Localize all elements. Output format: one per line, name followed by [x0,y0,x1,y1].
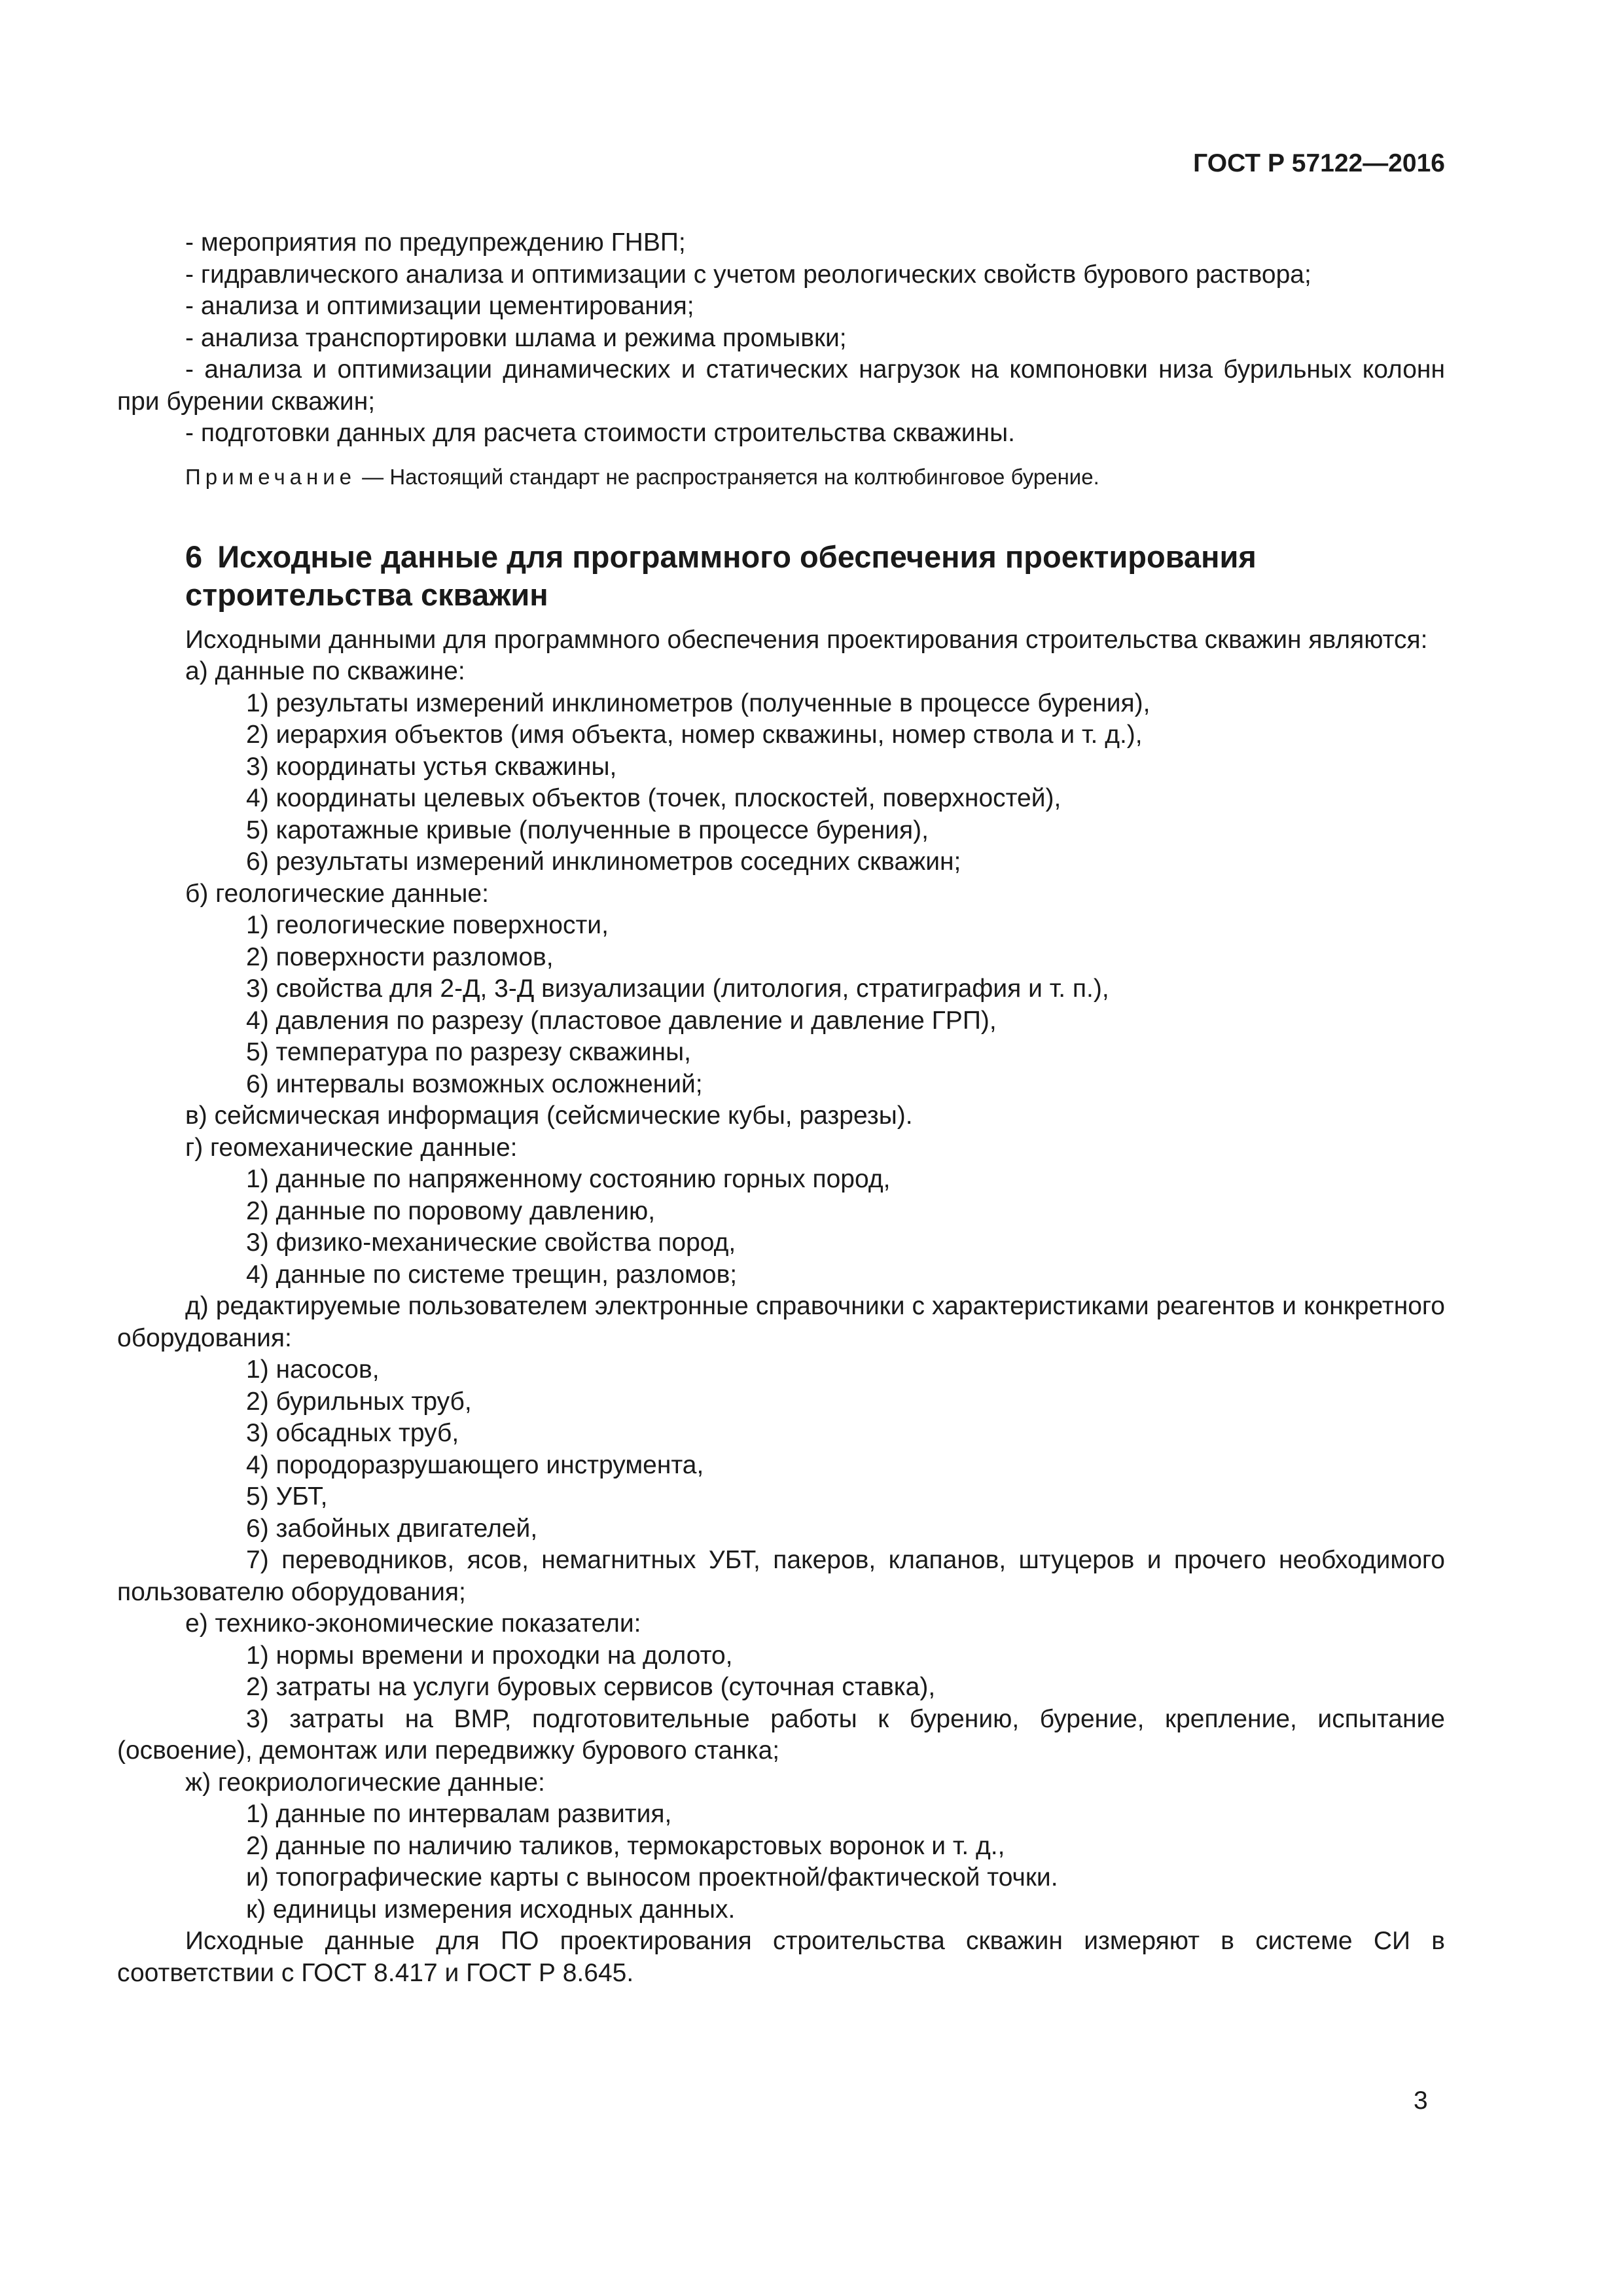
list-item: 1) нормы времени и проходки на долото, [246,1641,733,1670]
list-item: 3) затраты на ВМР, подготовительные работы к бурению, бурение, крепление, испытание (освоение), демонтаж или передвижку бурового станка; [117,1704,1445,1765]
list-item: 4) породоразрушающего инструмента, [246,1450,704,1479]
group-title-a: а) данные по скважине: [185,657,465,685]
list-item: 2) иерархия объектов (имя объекта, номер скважины, номер ствола и т. д.), [246,721,1143,749]
note-label: Примечание [185,464,357,489]
list-item: 1) насосов, [246,1355,380,1384]
note-text: — Настоящий стандарт не распространяется на колтюбинговое бурение. [356,464,1099,489]
list-item: 1) результаты измерений инклинометров (полученные в процессе бурения), [246,689,1150,717]
list-item: - анализа и оптимизации динамических и статических нагрузок на компоновки низа бурильных колонн при бурении скважин; [117,355,1445,416]
section-heading [117,538,1445,614]
list-item: 5) каротажные кривые (полученные в процессе бурения), [246,816,929,844]
note [117,464,1445,490]
list-item: 3) свойства для 2-Д, 3-Д визуализации (литология, стратиграфия и т. п.), [246,975,1109,1003]
list-item: 2) данные по наличию таликов, термокарстовых воронок и т. д., [246,1831,1005,1860]
list-item: - анализа транспортировки шлама и режима промывки; [185,323,847,352]
document-code: ГОСТ Р 57122—2016 [1193,149,1445,177]
list-item: 1) данные по напряженному состоянию горных пород, [246,1165,891,1193]
section-title: Исходные данные для программного обеспечения проектирования строительства скважин [185,539,1257,612]
list-item: - подготовки данных для расчета стоимости строительства скважины. [185,419,1015,447]
lead-paragraph: Исходными данными для программного обеспечения проектирования строительства скважин являются: [185,625,1428,654]
list-item: 1) данные по интервалам развития, [246,1800,672,1828]
list-item: 4) данные по системе трещин, разломов; [246,1260,738,1289]
list-item: 7) переводников, ясов, немагнитных УБТ, пакеров, клапанов, штуцеров и прочего необходимого пользователю оборудования; [117,1546,1445,1606]
list-item: 2) данные по поровому давлению, [246,1196,656,1225]
group-title-g: г) геомеханические данные: [185,1133,518,1162]
list-item: - мероприятия по предупреждению ГНВП; [185,228,686,257]
list-item: 4) координаты целевых объектов (точек, плоскостей, поверхностей), [246,784,1061,812]
list-item: к) единицы измерения исходных данных. [246,1895,736,1924]
group-title-e: е) технико-экономические показатели: [185,1609,641,1638]
list-item: 3) обсадных труб, [246,1419,459,1447]
group-title-v: в) сейсмическая информация (сейсмические кубы, разрезы). [185,1102,913,1130]
page-number: 3 [1414,2087,1428,2115]
list-item: 1) геологические поверхности, [246,911,609,939]
list-item: 5) УБТ, [246,1482,328,1511]
list-item: 5) температура по разрезу скважины, [246,1038,691,1066]
closing-paragraph: Исходные данные для ПО проектирования строительства скважин измеряют в системе СИ в соответствии с ГОСТ 8.417 и ГОСТ Р 8.645. [117,1927,1445,1987]
list-item: 2) бурильных труб, [246,1387,472,1416]
list-item: 6) результаты измерений инклинометров соседних скважин; [246,848,961,876]
list-item: 2) затраты на услуги буровых сервисов (суточная ставка), [246,1673,936,1701]
group-title-b: б) геологические данные: [185,879,489,908]
list-item: 6) забойных двигателей, [246,1514,538,1543]
list-item: 3) координаты устья скважины, [246,752,617,781]
page-content [117,227,1445,1989]
list-item: 4) давления по разрезу (пластовое давление и давление ГРП), [246,1006,997,1035]
list-item: - гидравлического анализа и оптимизации с учетом реологических свойств бурового раствора; [185,260,1311,289]
group-title-d: д) редактируемые пользователем электронные справочники с характеристиками реагентов и конкретного оборудования: [117,1292,1445,1352]
section-number: 6 [185,539,203,574]
list-item: 2) поверхности разломов, [246,942,554,971]
list-item: 3) физико-механические свойства пород, [246,1229,736,1257]
group-title-zh: ж) геокриологические данные: [185,1768,545,1797]
list-item: 6) интервалы возможных осложнений; [246,1069,703,1098]
list-item: и) топографические карты с выносом проектной/фактической точки. [246,1863,1058,1892]
list-item: - анализа и оптимизации цементирования; [185,292,694,320]
